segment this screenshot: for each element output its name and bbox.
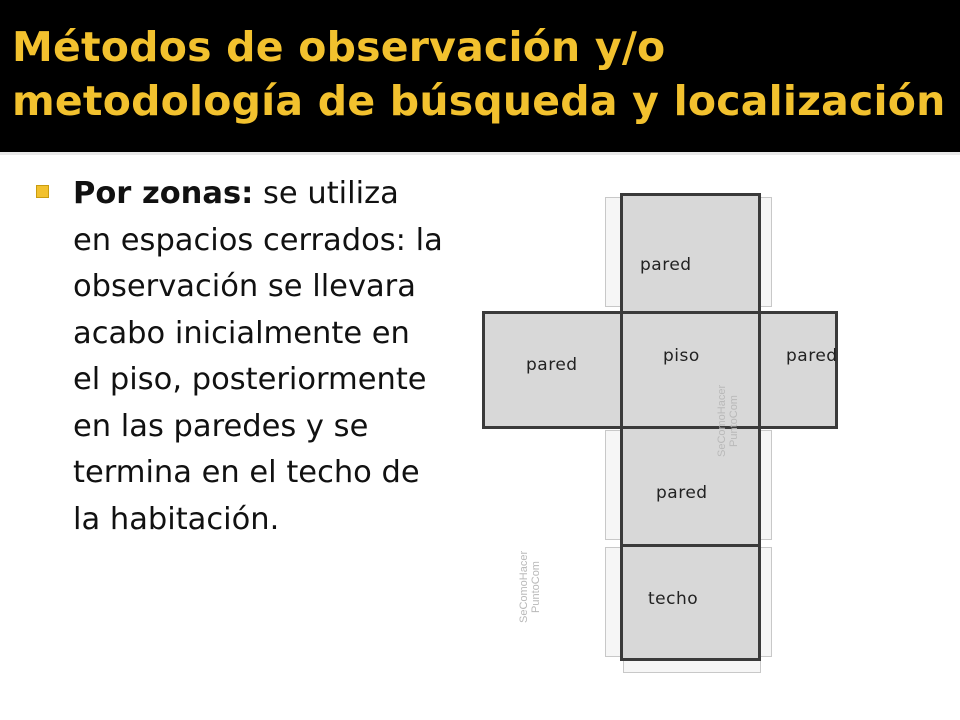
bullet-body: se utiliza en espacios cerrados: la observación se llevara acabo inicialmente en el piso, posteriormente en las paredes y se termina en el techo de la habitación. — [73, 176, 443, 537]
label-left-wall: pared — [526, 355, 578, 375]
watermark-side — [518, 551, 542, 623]
title-bar — [0, 0, 960, 152]
face-top-wall — [620, 193, 761, 314]
watermark-center — [716, 385, 740, 457]
label-top-wall: pared — [640, 255, 692, 275]
label-ceiling: techo — [648, 589, 699, 609]
label-bottom-wall: pared — [656, 483, 708, 503]
slide-content — [0, 155, 960, 720]
slide-title: Métodos de observación y/o metodología de búsqueda y localización — [12, 23, 946, 125]
label-right-wall: pared — [786, 346, 838, 366]
watermark-line: SeComoHacer — [518, 550, 530, 623]
watermark-line: PuntoCom — [530, 561, 542, 613]
bullet-lead: Por zonas: — [73, 176, 254, 211]
label-floor: piso — [663, 346, 700, 366]
watermark-line: SeComoHacer — [716, 384, 728, 457]
room-net-diagram — [0, 155, 960, 720]
face-right-wall — [758, 311, 838, 429]
watermark-line: PuntoCom — [728, 395, 740, 447]
